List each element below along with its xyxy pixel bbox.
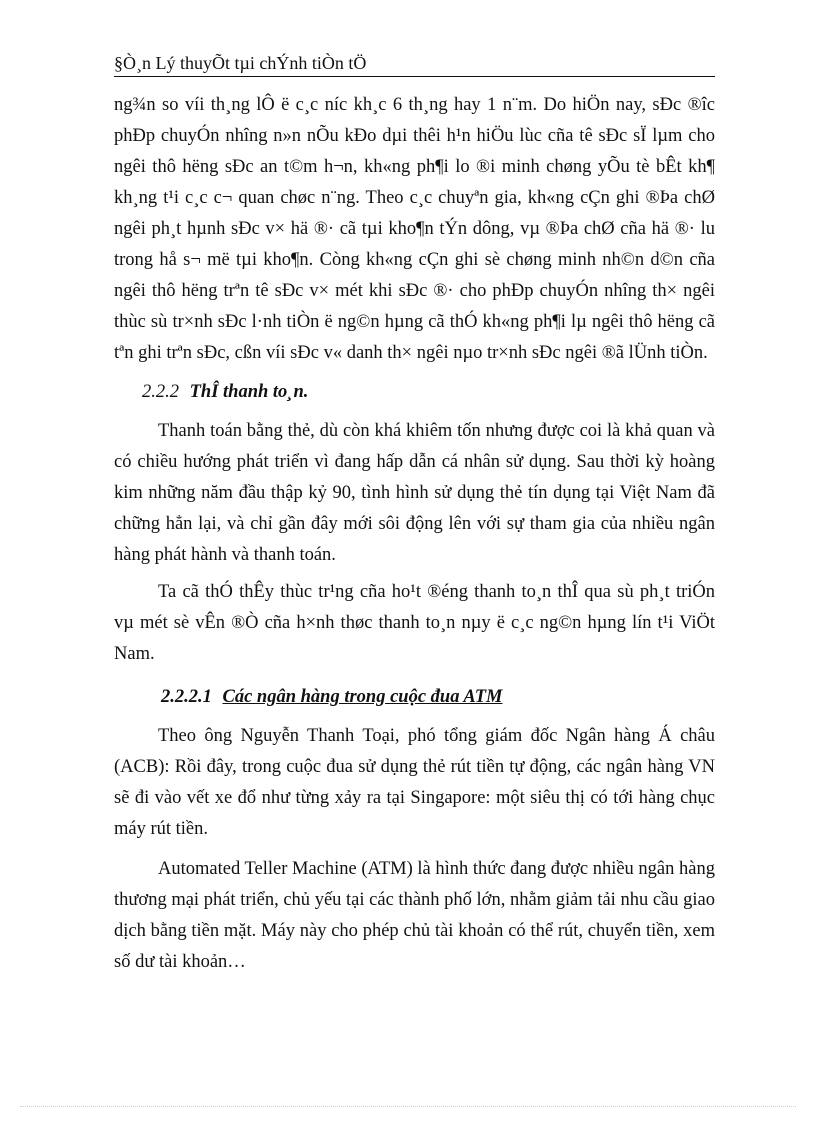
paragraph-cheque-terms: ng¾n so víi th¸ng lÔ ë c¸c níc kh¸c 6 th¸ng hay 1 n¨m. Do hiÖn nay, sÐc ®îc phÐp chuyÓn nhîng n»n nÕu kÐo dµi thêi h¹n hiÖu lùc cña tê sÐc sÏ lµm cho ngêi thô hëng sÐc an t©m h¬n, kh«ng ph¶i lo ®i minh chøng yÕu tè bÊt kh¶ kh¸ng t¹i c¸c c¬ quan chøc n¨ng. Theo c¸c chuyªn gia, kh«ng cÇn ghi ®Þa chØ ngêi ph¸t hµnh sÐc v× hä ®· cã tµi kho¶n tÝn dông, vµ ®Þa chØ cña hä ®· lu trong hå s¬ më tµi kho¶n. Còng kh«ng cÇn ghi sè chøng minh nh©n d©n cña ngêi thô hëng trªn tê sÐc v× mét khi sÐc ®· cho phÐp chuyÓn nhîng th× ngêi thùc sù tr×nh sÐc l·nh tiÒn ë ng©n hµng cã thÓ kh«ng ph¶i lµ ngêi thô hëng cã tªn ghi trªn sÐc, cßn víi sÐc v« danh th× ngêi nµo tr×nh sÐc ngêi ®ã lÜnh tiÒn. [114, 95, 715, 363]
document-body [114, 90, 715, 978]
section-number: 2.2.2 [142, 382, 179, 402]
subsection-heading-2-2-2-1 [114, 682, 715, 713]
paragraph-atm-description: Automated Teller Machine (ATM) là hình thức đang được nhiều ngân hàng thương mại phát triển, chủ yếu tại các thành phố lớn, nhằm giảm tải nhu cầu giao dịch bằng tiền mặt. Máy này cho phép chủ tài khoản có thể rút, chuyển tiền, xem số dư tài khoản… [114, 859, 715, 972]
section-heading-2-2-2 [114, 377, 715, 408]
paragraph-card-payment: Thanh toán bằng thẻ, dù còn khá khiêm tốn nhưng được coi là khả quan và có chiều hướng phát triển vì đang hấp dẫn cá nhân sử dụng. Sau thời kỳ hoàng kim những năm đầu thập kỷ 90, tình hình sử dụng thẻ tín dụng tại Việt Nam đã chững hẳn lại, và chỉ gần đây mới sôi động lên với sự tham gia của nhiều ngân hàng phát hành và thanh toán. [114, 421, 715, 565]
paragraph-card-status: Ta cã thÓ thÊy thùc tr¹ng cña ho¹t ®éng thanh to¸n thÎ qua sù ph¸t triÓn vµ mét sè vÊn ®Ò cña h×nh thøc thanh to¸n nµy ë c¸c ng©n hµng lín t¹i ViÖt Nam. [114, 582, 715, 664]
paragraph-acb-quote: Theo ông Nguyễn Thanh Toại, phó tổng giám đốc Ngân hàng Á châu (ACB): Rồi đây, trong cuộc đua sử dụng thẻ rút tiền tự động, các ngân hàng VN sẽ đi vào vết xe đổ như từng xảy ra tại Singapore: một siêu thị có tới hàng chục máy rút tiền. [114, 726, 715, 839]
subsection-title: Các ngân hàng trong cuộc đua ATM [222, 687, 503, 707]
page-header-title: §Ò¸n Lý thuyÕt tµi chÝnh tiÒn tÖ [114, 53, 367, 73]
section-title: ThÎ thanh to¸n. [189, 382, 309, 402]
header-divider [114, 76, 715, 77]
subsection-number: 2.2.2.1 [161, 687, 212, 707]
footer-divider [20, 1106, 796, 1107]
